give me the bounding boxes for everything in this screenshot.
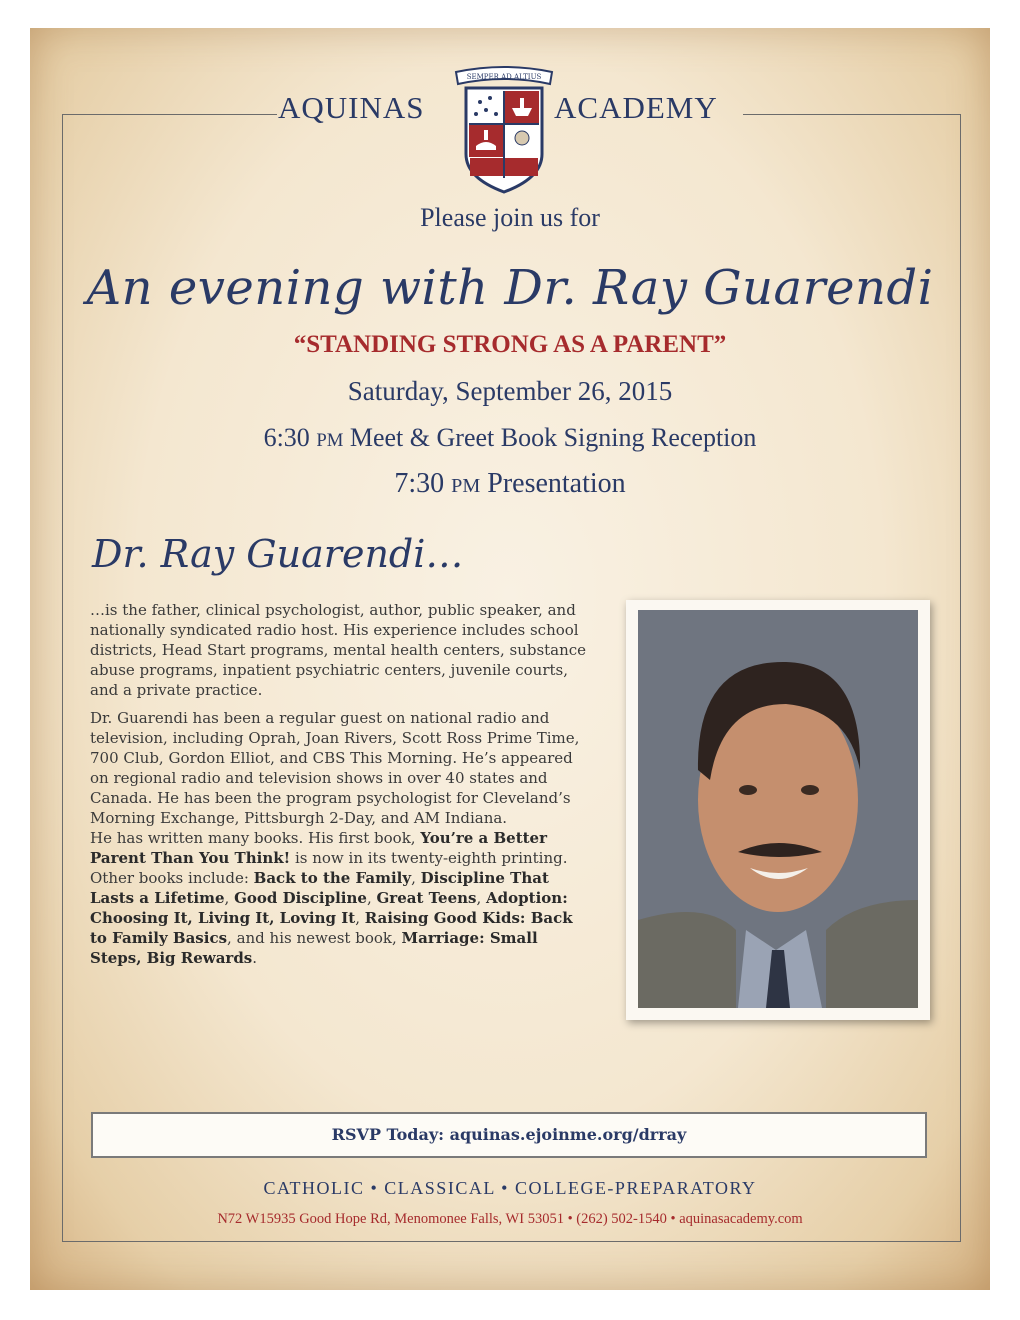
book-title: Great Teens [376,889,477,907]
bio-body [90,600,590,976]
bio-text-segment: , and his newest book, [227,929,402,947]
frame-bottom-line [62,1241,961,1242]
bio-text-segment: , [366,889,377,907]
school-motto: CATHOLIC • CLASSICAL • COLLEGE-PREPARATORY [263,1178,757,1198]
bio-paragraph-1: …is the father, clinical psychologist, author, public speaker, and nationally syndicated radio host. His experience includes school districts, Head Start programs, mental health centers, substance abuse programs, inpatient psychiatric centers, juvenile courts, and a private practice. [90,601,587,699]
bio-text-segment: is now in its twenty-eighth printing. Other books include: [90,849,568,887]
speaker-portrait [626,600,930,1020]
invitation-intro: Please join us for [420,203,600,232]
event-subtitle: “STANDING STRONG AS A PARENT” [293,331,727,358]
book-title: Good Discipline [234,889,367,907]
book-title: Raising Good Kids: Back to Family Basics [90,909,573,947]
event-date: Saturday, September 26, 2015 [347,376,673,406]
presentation-label: Presentation [487,468,626,499]
reception-ampm: PM [316,430,344,451]
bio-text-segment: , [476,889,487,907]
bio-text-segment: , [224,889,235,907]
rsvp-link[interactable]: RSVP Today: aquinas.ejoinme.org/drray [331,1125,687,1144]
bio-paragraph-2: Dr. Guarendi has been a regular guest on national radio and television, including Oprah, Joan Rivers, Scott Ross Prime Time, 700 Club, Gordon Elliot, and CBS This Morning. He’s appeared on regional radio and television shows in over 40 states and Canada. He has been the program psychologist for Cleveland’s Morning Exchange, Pittsburgh 2-Day, and AM Indiana. [90,709,580,827]
school-crest [452,58,556,196]
book-title: Discipline That Lasts a Lifetime [90,869,549,907]
crest-banner-text: SEMPER AD ALTIUS [466,73,542,81]
schedule-item-reception [30,423,990,453]
presentation-time: 7:30 [394,468,445,499]
reception-time: 6:30 [263,423,310,452]
bio-text-segment: He has written many books. His first book, [90,829,421,847]
bio-text-segment: . [252,949,258,967]
frame-top-right-line [743,114,961,115]
book-title: You’re a Better Parent Than You Think! [90,829,548,867]
schedule-item-presentation [30,468,990,500]
book-title: Back to the Family [253,869,412,887]
bio-text-segment: , [355,909,365,927]
event-title: An evening with Dr. Ray Guarendi [86,260,934,316]
bio-paragraph-3 [90,828,590,968]
frame-top-left-line [62,114,277,115]
presentation-ampm: PM [451,475,481,497]
rsvp-box[interactable] [91,1112,927,1158]
book-title: Adoption: Choosing It, Living It, Loving It [90,889,568,927]
reception-label: Meet & Greet Book Signing Reception [349,423,757,452]
book-title: Marriage: Small Steps, Big Rewards [90,929,538,967]
bio-text-segment: , [411,869,421,887]
invitation-sheet [30,28,990,1290]
school-name-right: ACADEMY [554,90,718,125]
school-name-left: AQUINAS [278,90,425,125]
bio-heading: Dr. Ray Guarendi… [92,532,464,576]
school-address: N72 W15935 Good Hope Rd, Menomonee Falls, WI 53051 • (262) 502-1540 • aquinasacademy.com [217,1211,803,1227]
